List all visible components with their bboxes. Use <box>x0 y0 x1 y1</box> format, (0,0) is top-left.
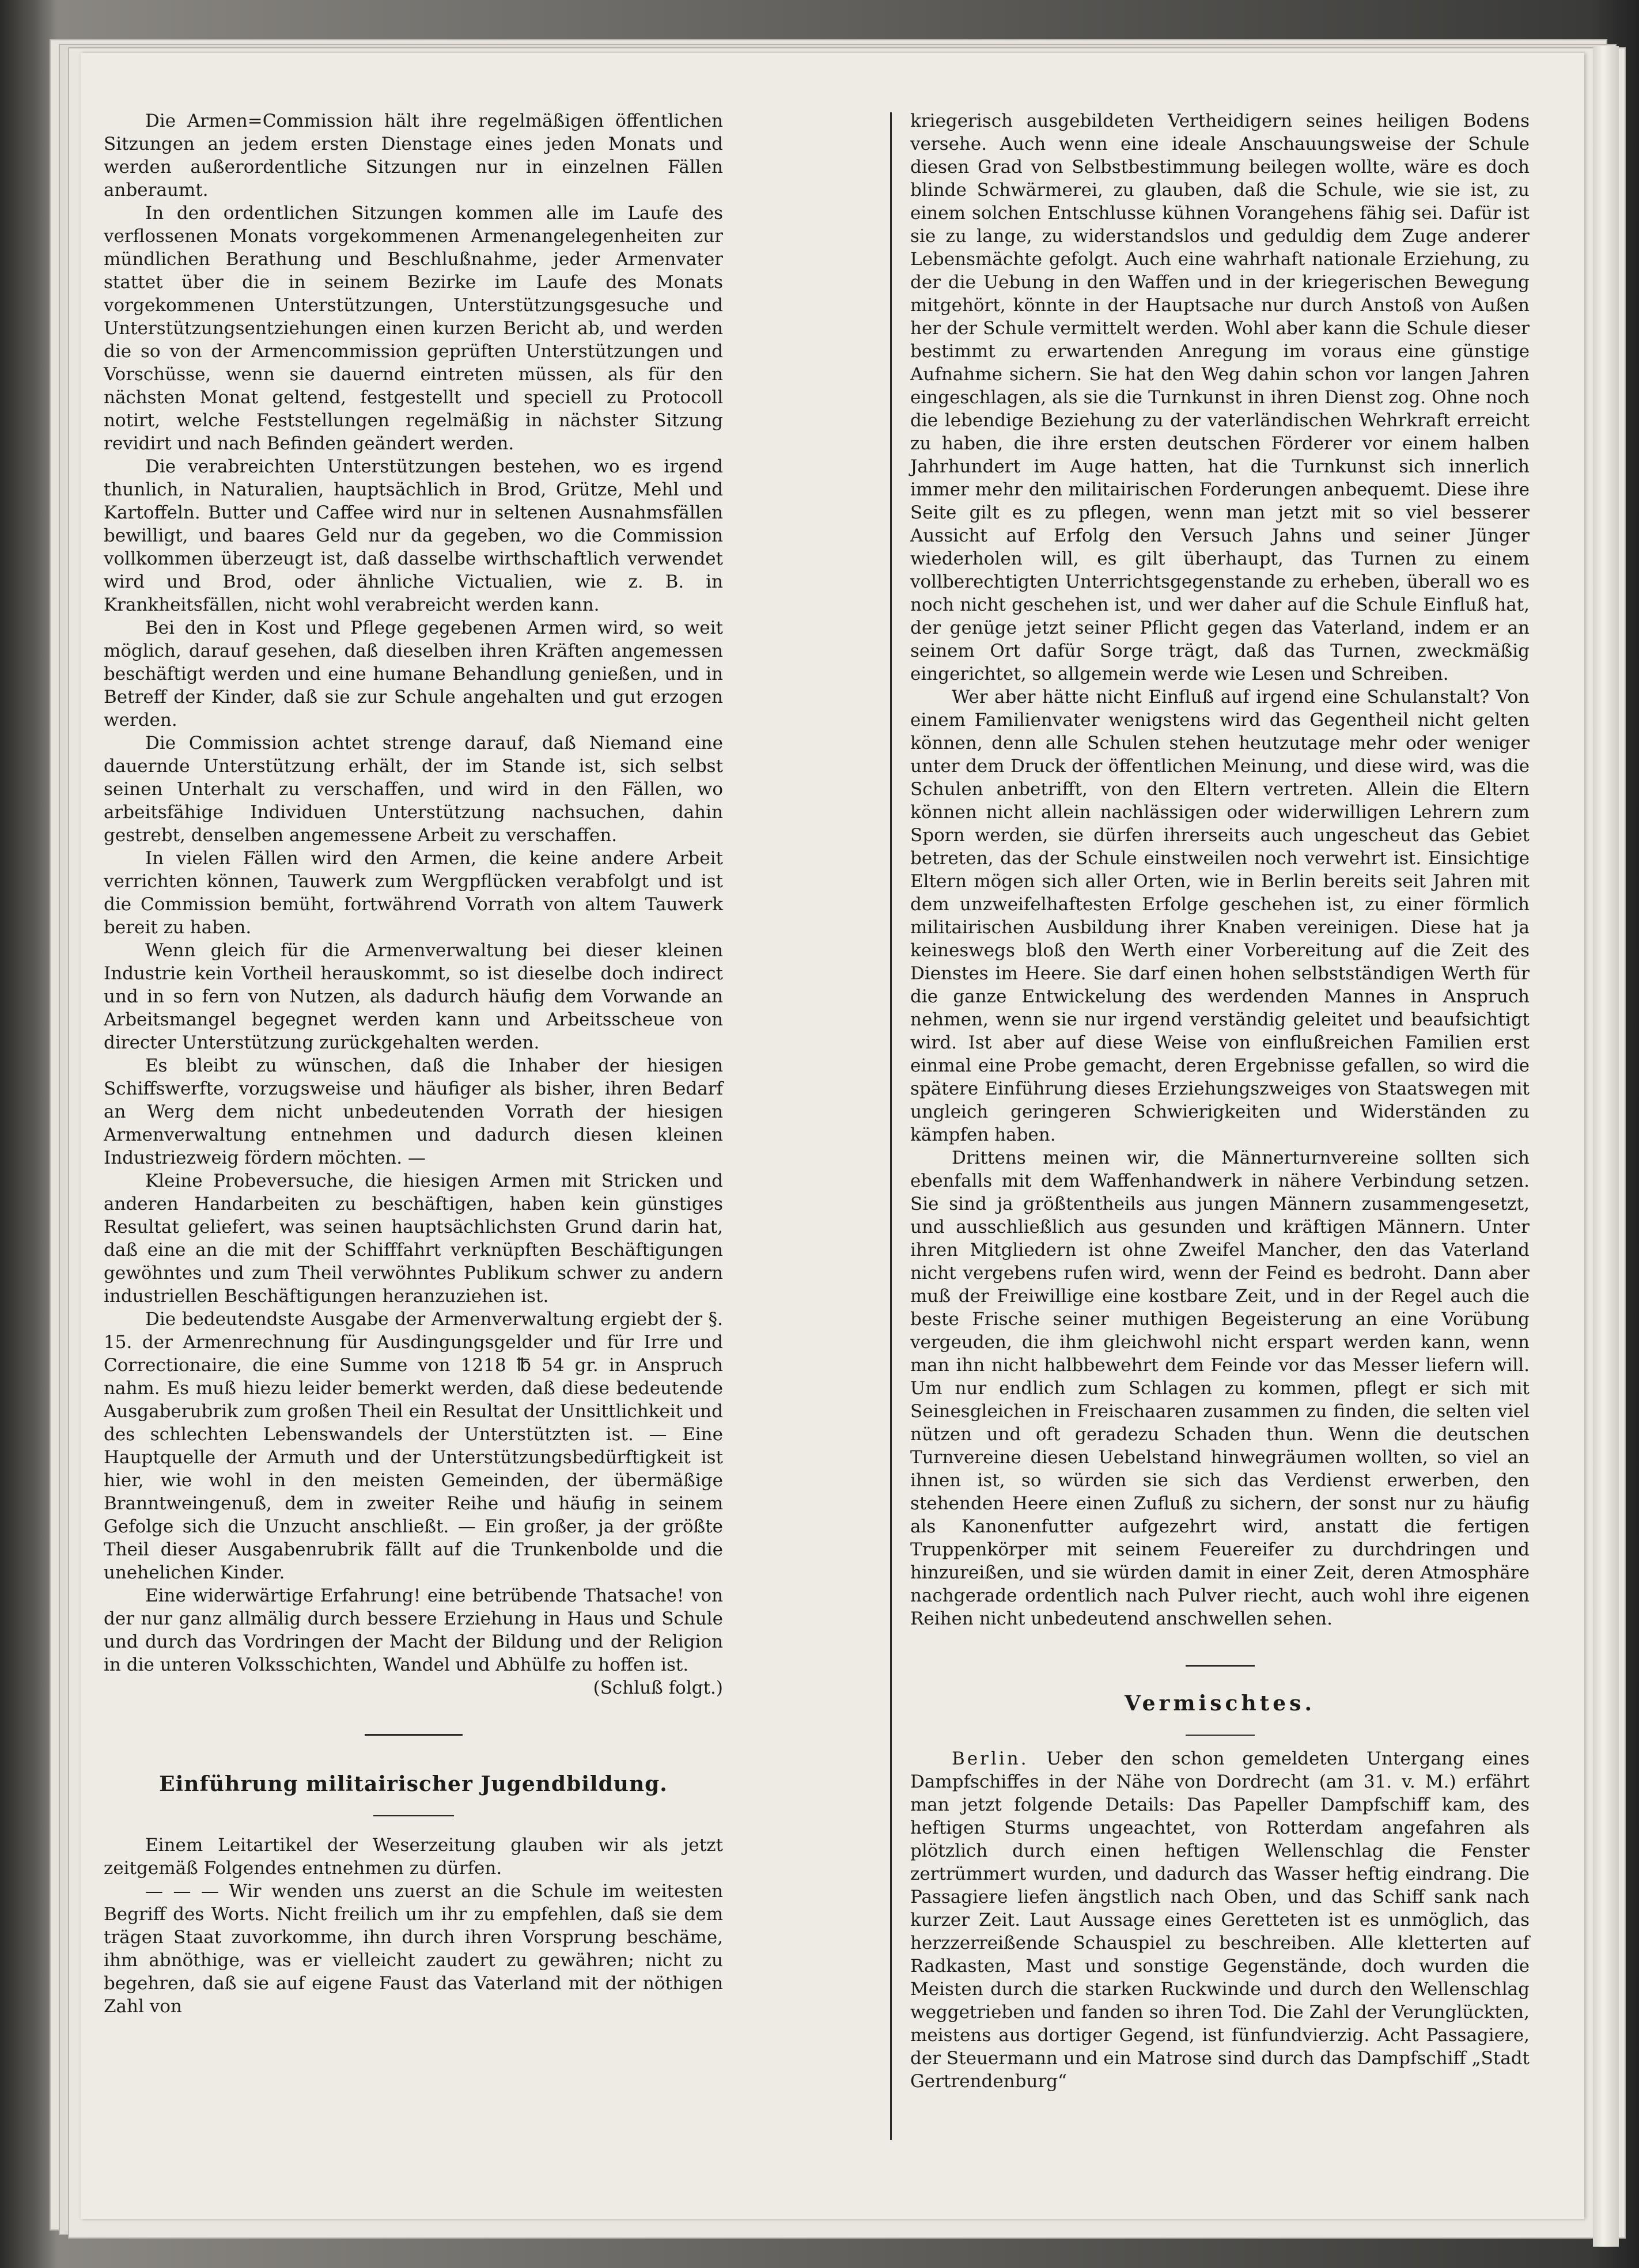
heading-underline <box>373 1815 454 1816</box>
facing-page-edge <box>1593 46 1619 2247</box>
column-rule <box>890 112 892 2140</box>
section-heading: Vermischtes. <box>1125 1691 1315 1716</box>
paragraph: Wenn gleich für die Armenverwaltung bei dieser kleinen Industrie kein Vortheil herauskommt, so ist dieselbe doch indirect und in so fern von Nutzen, als dadurch häufig dem Vorwande an Arbeitsmangel begegnet werden kann und Arbeitsscheue von directer Unterstützung zurückgehalten werden. <box>104 940 723 1053</box>
news-text: Ueber den schon gemeldeten Untergang eines Dampfschiffes in der Nähe von Dordrecht (am 31. v. M.) erfährt man jetzt folgende Details: Das Papeller Dampfschiff kam, des heftigen Sturms ungeachtet, von Rotterdam angefahren als plötzlich durch einen heftigen Wellenschlag die Fenster zertrümmert wurden, und dadurch das Wasser heftig eindrang. Die Passagiere liefen ängstlich nach Oben, und das Schiff sank nach kurzer Zeit. Laut Aussage eines Geretteten ist es unmöglich, das herzzerreißende Schauspiel zu beschreiben. Alle kletterten auf Radkasten, Mast und sonstige Gegenstände, doch wurden die Meisten durch die starken Ruckwinde und durch den Wellenschlag weggetrieben und fanden so ihren Tod. Die Zahl der Verunglückten, meistens aus dortiger Gegend, ist fünfundvierzig. Acht Passagiere, der Steuermann und ein Matrose sind durch das Dampfschiff „Stadt Gertrendenburg“ <box>910 1748 1530 2092</box>
news-item <box>910 1747 1530 2093</box>
paragraph: Kleine Probeversuche, die hiesigen Armen mit Stricken und anderen Handarbeiten zu beschäftigen, haben kein günstiges Resultat geliefert, was seinen hauptsächlichsten Grund darin hat, daß eine an die mit der Schifffahrt verknüpften Beschäftigungen gewöhntes und zum Theil verwöhntes Publikum schwer zu andern industriellen Beschäftigungen heranzuziehen ist. <box>104 1171 723 1307</box>
section-divider <box>365 1734 463 1736</box>
paragraph: kriegerisch ausgebildeten Vertheidigern seines heiligen Bodens versehe. Auch wenn eine ideale Anschauungsweise der Schule diesen Grad von Selbstbestimmung beilegen wollte, wäre es doch blinde Schwärmerei, zu glauben, daß die Schule, wie sie ist, zu einem solchen Entschlusse kühnen Vorangehens fähig sei. Dafür ist sie zu lange, zu widerstandslos und geduldig dem Zuge anderer Lebensmächte gefolgt. Auch eine wahrhaft nationale Erziehung, zu der die Uebung in den Waffen und in der kriegerischen Bewegung mitgehört, könnte in der Hauptsache nur durch Anstoß von Außen her der Schule vermittelt werden. Wohl aber kann die Schule dieser bestimmt zu erwartenden Anregung im voraus eine günstige Aufnahme sichern. Sie hat den Weg dahin schon vor langen Jahren eingeschlagen, als sie die Turnkunst in ihren Dienst zog. Ohne noch die lebendige Beziehung zu der vaterländischen Wehrkraft erreicht zu haben, die ihre ersten deutschen Förderer vor einem halben Jahrhundert im Auge hatten, hat die Turnkunst sich innerlich immer mehr den militairischen Forderungen anbequemt. Diese ihre Seite gilt es zu pflegen, wenn man jetzt mit so viel besserer Aussicht auf Erfolg den Versuch Jahns und seiner Jünger wiederholen will, es gilt überhaupt, das Turnen zu einem vollberechtigten Unterrichtsgegenstande zu erheben, überall wo es noch nicht geschehen ist, und wer daher auf die Schule Einfluß hat, der genüge jetzt seiner Pflicht gegen das Vaterland, indem er an seinem Ort dafür Sorge trägt, daß das Turnen, zweckmäßig eingerichtet, so allgemein werde wie Lesen und Schreiben. <box>910 111 1530 684</box>
paragraph: Drittens meinen wir, die Männerturnvereine sollten sich ebenfalls mit dem Waffenhandwerk in nähere Verbindung setzen. Sie sind ja größtentheils aus jungen Männern zusammengesetzt, und ausschließlich aus gesunden und kräftigen Männern. Unter ihren Mitgliedern ist ohne Zweifel Mancher, den das Vaterland nicht vergebens rufen wird, wenn der Feind es bedroht. Dann aber muß der Freiwillige eine kostbare Zeit, und in der Regel auch die beste Frische seiner muthigen Begeisterung an eine Vorübung vergeuden, die ihm gleichwohl nicht erspart werden kann, wenn man ihn nicht halbbewehrt dem Feinde vor das Messer liefern will. Um nur endlich zum Schlagen zu kommen, pflegt er sich mit Seinesgleichen in Freischaaren zusammen zu finden, die selten viel nützen und oft geradezu Schaden thun. Wenn die deutschen Turnvereine diesen Uebelstand hinwegräumen wollten, so viel an ihnen ist, so würden sie sich das Verdienst erwerben, den stehenden Heere einen Zufluß zu sichern, der sonst nur zu häufig als Kanonenfutter aufgezehrt wird, anstatt die fertigen Truppenkörper mit seinem Feuereifer zu durchdringen und hinzureißen, und sie würden damit in einer Zeit, deren Atmosphäre nachgerade ordentlich nach Pulver riecht, auch wohl ihre eigenen Reihen nicht unbedeutend anschwellen sehen. <box>910 1148 1530 1629</box>
right-column <box>910 109 1530 2093</box>
paragraph: In vielen Fällen wird den Armen, die keine andere Arbeit verrichten können, Tauwerk zum Wergpflücken verabfolgt und ist die Commission bemüht, fortwährend Vorrath von altem Tauwerk bereit zu haben. <box>104 848 723 938</box>
paragraph: Die Armen=Commission hält ihre regelmäßigen öffentlichen Sitzungen an jedem ersten Dienstage eines jeden Monats und werden außerordentliche Sitzungen nur in einzelnen Fällen anberaumt. <box>104 111 723 200</box>
article-heading: Einführung militairischer Jugendbildung. <box>159 1772 668 1796</box>
to-be-continued-note: (Schluß folgt.) <box>593 1678 723 1698</box>
paragraph: Eine widerwärtige Erfahrung! eine betrübende Thatsache! von der nur ganz allmälig durch bessere Erziehung in Haus und Schule und durch das Vordringen der Macht der Bildung und der Religion in die unteren Volksschichten, Wandel und Abhülfe zu hoffen ist. <box>104 1585 723 1675</box>
section-divider <box>1186 1665 1255 1667</box>
paragraph: Die bedeutendste Ausgabe der Armenverwaltung ergiebt der §. 15. der Armenrechnung für Ausdingungsgelder und für Irre und Correctionaire, die eine Summe von 1218 ℔ 54 gr. in Anspruch nahm. Es muß hiezu leider bemerkt werden, daß diese bedeutende Ausgaberubrik zum großen Theil ein Resultat der Unsittlichkeit und des schlechten Lebenswandels der Unterstützten ist. — Eine Hauptquelle der Armuth und der Unterstützungsbedürftigkeit ist hier, wie wohl in den meisten Gemeinden, der übermäßige Branntweingenuß, dem in zweiter Reihe und häufig in seinem Gefolge sich die Unzucht anschließt. — Ein großer, ja der größte Theil dieser Ausgabenrubrik fällt auf die Trunkenbolde und die unehelichen Kinder. <box>104 1309 723 1583</box>
paragraph: Einem Leitartikel der Weserzeitung glauben wir als jetzt zeitgemäß Folgendes entnehmen zu dürfen. <box>104 1835 723 1879</box>
paragraph: Die Commission achtet strenge darauf, daß Niemand eine dauernde Unterstützung erhält, der im Stande ist, sich selbst seinen Unterhalt zu verschaffen, und wird in den Fällen, wo arbeitsfähige Individuen Unterstützung nachsuchen, dahin gestrebt, denselben angemessene Arbeit zu verschaffen. <box>104 733 723 846</box>
heading-underline <box>1186 1735 1255 1736</box>
left-column <box>104 109 723 2018</box>
paragraph: Wer aber hätte nicht Einfluß auf irgend eine Schulanstalt? Von einem Familienvater wenigstens wird das Gegentheil nicht gelten können, denn alle Schulen stehen heutzutage mehr oder weniger unter dem Druck der öffentlichen Meinung, und diese wird, was die Schulen anbetrifft, von den Eltern vertreten. Allein die Eltern können nicht allein nachlässigen oder widerwilligen Lehrern zum Sporn werden, sie dürfen ihrerseits auch ungescheut das Gebiet betreten, das der Schule einstweilen noch verwehrt ist. Einsichtige Eltern mögen sich aller Orten, wie in Berlin bereits seit Jahren mit dem unzweifelhaftesten Erfolge geschehen ist, zu einer förmlich militairischen Ausbildung ihrer Knaben vereinigen. Diese hat ja keineswegs bloß den Werth einer Vorbereitung auf die Zeit des Dienstes im Heere. Sie darf einen hohen selbstständigen Werth für die ganze Entwickelung des werdenden Mannes in Anspruch nehmen, wenn sie nur irgend verständig geleitet und beaufsichtigt wird. Ist aber auf diese Weise von einflußreichen Familien erst einmal eine Probe gemacht, deren Ergebnisse gefallen, so wird die spätere Einführung dieses Erziehungszweiges von Staatswegen mit ungleich geringeren Schwierigkeiten und Widerständen zu kämpfen haben. <box>910 687 1530 1145</box>
dateline: Berlin. <box>952 1748 1029 1769</box>
paragraph: In den ordentlichen Sitzungen kommen alle im Laufe des verflossenen Monats vorgekommenen Armenangelegenheiten zur mündlichen Berathung und Beschlußnahme, jeder Armenvater stattet über die in seinem Bezirke im Laufe des Monats vorgekommenen Unterstützungen, Unterstützungsgesuche und Unterstützungsentziehungen einen kurzen Bericht ab, und werden die so von der Armencommission geprüften Unterstützungen und Vorschüsse, wenn sie dauernd eintreten müssen, als für den nächsten Monat geltend, festgestellt und speciell zu Protocoll notirt, welche Feststellungen regelmäßig in nächster Sitzung revidirt und nach Befinden geändert werden. <box>104 203 723 454</box>
paragraph: Bei den in Kost und Pflege gegebenen Armen wird, so weit möglich, darauf gesehen, daß dieselben ihren Kräften angemessen beschäftigt werden und eine humane Behandlung genießen, und in Betreff der Kinder, daß sie zur Schule angehalten und gut erzogen werden. <box>104 618 723 730</box>
paragraph: Die verabreichten Unterstützungen bestehen, wo es irgend thunlich, in Naturalien, hauptsächlich in Brod, Grütze, Mehl und Kartoffeln. Butter und Caffee wird nur in seltenen Ausnahmsfällen bewilligt, und baares Geld nur da gegeben, wo die Commission vollkommen überzeugt ist, daß dasselbe wirthschaftlich verwendet wird und Brod, oder ähnliche Victualien, wie z. B. in Krankheitsfällen, nicht wohl verabreicht werden kann. <box>104 456 723 615</box>
paragraph: Es bleibt zu wünschen, daß die Inhaber der hiesigen Schiffswerfte, vorzugsweise und häufiger als bisher, ihren Bedarf an Werg dem nicht unbedeutenden Vorrath der hiesigen Armenverwaltung entnehmen und dadurch diesen kleinen Industriezweig fördern möchten. — <box>104 1055 723 1168</box>
paragraph: — — — Wir wenden uns zuerst an die Schule im weitesten Begriff des Worts. Nicht freilich um ihr zu empfehlen, daß sie dem trägen Staat zuvorkomme, ihn durch ihren Vorsprung beschäme, ihm abnöthige, was er vielleicht zaudert zu gewähren; nicht zu begehren, daß sie auf eigene Faust das Vaterland mit der nöthigen Zahl von <box>104 1881 723 2017</box>
